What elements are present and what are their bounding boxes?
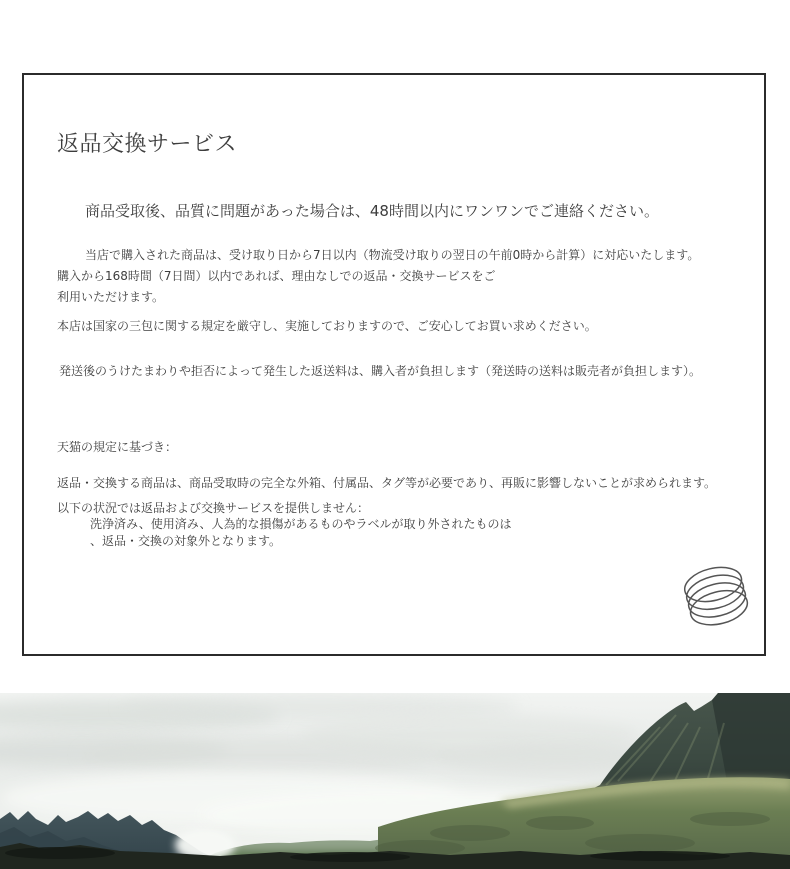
exclusion-items xyxy=(90,516,511,550)
page-title-text: 返品交換サービス xyxy=(57,132,238,157)
purchase-policy-line-2: 購入から168時間（7日間）以内であれば、理由なしでの返品・交換サービスをご xyxy=(57,269,496,283)
tmall-rules-heading: 天猫の規定に基づき： xyxy=(57,440,178,454)
exclusion-item-line-1: 洗浄済み、使用済み、人為的な損傷があるものやラベルが取り外されたものは xyxy=(90,517,512,531)
intro-paragraph: 商品受取後、品質に問題があった場合は、48時間以内にワンワンでご連絡ください。 xyxy=(85,202,659,220)
sanbao-regulation-paragraph: 本店は国家の三包に関する規定を厳守し、実施しておりますので、ご安心してお買い求めください。 xyxy=(57,319,597,333)
page-title xyxy=(57,127,237,158)
purchase-policy-paragraph xyxy=(57,245,699,308)
exclusion-heading: 以下の状況では返品および交換サービスを提供しません： xyxy=(57,501,370,515)
coil-spring-icon xyxy=(682,563,752,637)
return-policy-panel xyxy=(22,73,766,656)
tmall-condition-paragraph: 返品・交換する商品は、商品受取時の完全な外箱、付属品、タグ等が必要であり、再販に影響しないことが求められます。 xyxy=(57,476,717,490)
return-shipping-paragraph: 発送後のうけたまわりや拒否によって発生した返送料は、購入者が負担します（発送時の送料は販売者が負担します）。 xyxy=(59,364,702,378)
exclusion-item-line-2: 、返品・交換の対象外となります。 xyxy=(90,534,282,548)
purchase-policy-line-3: 利用いただけます。 xyxy=(57,290,165,304)
purchase-policy-line-1: 当店で購入された商品は、受け取り日から7日以内（物流受け取りの翌日の午前0時から計算）に対応いたします。 xyxy=(85,248,700,262)
landscape-photo xyxy=(0,693,790,869)
